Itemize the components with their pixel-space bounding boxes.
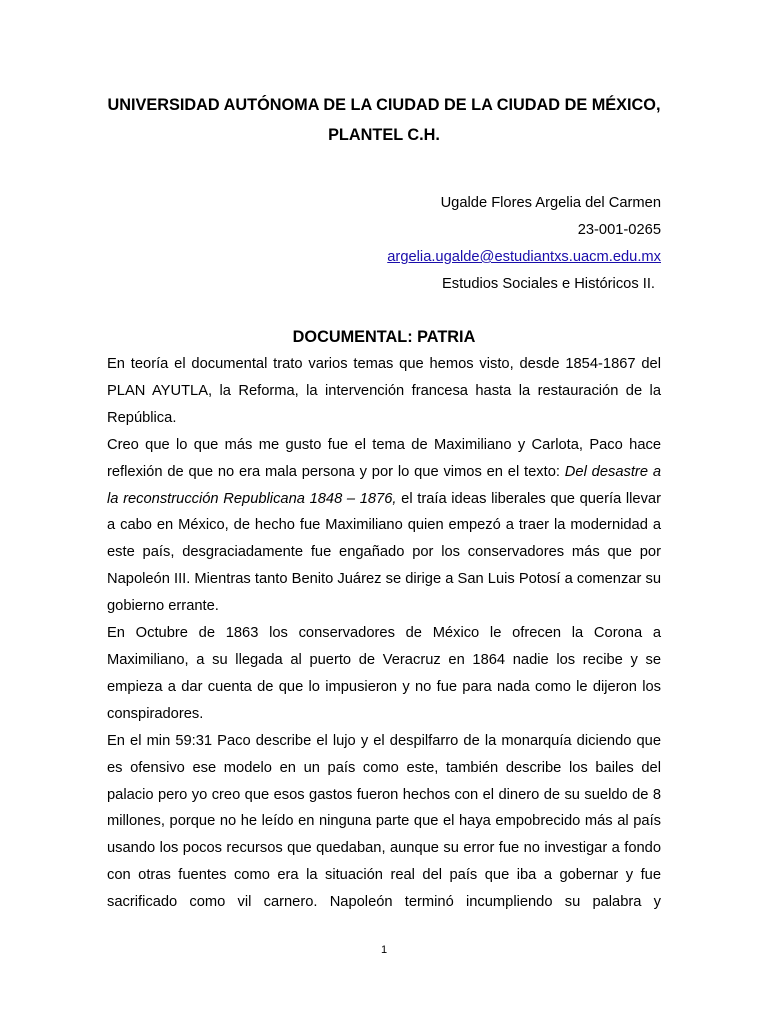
paragraph-text: Creo que lo que más me gusto fue el tema de Maximiliano y Carlota, Paco hace reflexión de que no era mala persona y por lo que vimos en el texto:	[107, 436, 661, 480]
paragraph	[107, 432, 661, 620]
author-info	[107, 190, 661, 298]
document-body	[107, 351, 661, 916]
document-title: UNIVERSIDAD AUTÓNOMA DE LA CIUDAD DE LA CIUDAD DE MÉXICO, PLANTEL C.H.	[107, 96, 661, 144]
section-heading: DOCUMENTAL: PATRIA	[292, 328, 476, 346]
cited-text-title: Del desastre a la reconstrucción Republicana 1848 – 1876,	[107, 463, 661, 507]
page-number: 1	[380, 944, 388, 956]
paragraph: En Octubre de 1863 los conservadores de México le ofrecen la Corona a Maximiliano, a su llegada al puerto de Veracruz en 1864 nadie los recibe y se empieza a dar cuenta de que lo impusieron y no fue para nada como le dijeron los conspiradores.	[107, 625, 661, 722]
author-email-link[interactable]: argelia.ugalde@estudiantxs.uacm.edu.mx	[387, 249, 661, 265]
paragraph: En teoría el documental trato varios temas que hemos visto, desde 1854-1867 del PLAN AYUTLA, la Reforma, la intervención francesa hasta la restauración de la República.	[107, 356, 661, 426]
paragraph: En el min 59:31 Paco describe el lujo y el despilfarro de la monarquía diciendo que es ofensivo ese modelo en un país como este, también describe los bailes del palacio pero yo creo que esos gastos fueron hechos con el dinero de su sueldo de 8 millones, porque no he leído en ninguna parte que el haya empobrecido más al país usando los pocos recursos que quedaban, aunque su error fue no investigar a fondo con otras fuentes como era la situación real del país que iba a gobernar y fue sacrificado como vil carnero. Napoleón terminó incumpliendo su palabra y	[107, 732, 661, 911]
paragraph-text: el traía ideas liberales que quería llevar a cabo en México, de hecho fue Maximiliano quien empezó a traer la modernidad a este país, desgraciadamente fue engañado por los conservadores más que por Napoleón III. Mientras tanto Benito Juárez se dirige a San Luis Potosí a comenzar su gobierno errante.	[107, 490, 661, 615]
student-id: 23-001-0265	[577, 222, 661, 238]
author-name: Ugalde Flores Argelia del Carmen	[440, 195, 661, 211]
course-name: Estudios Sociales e Históricos II.	[441, 276, 655, 292]
